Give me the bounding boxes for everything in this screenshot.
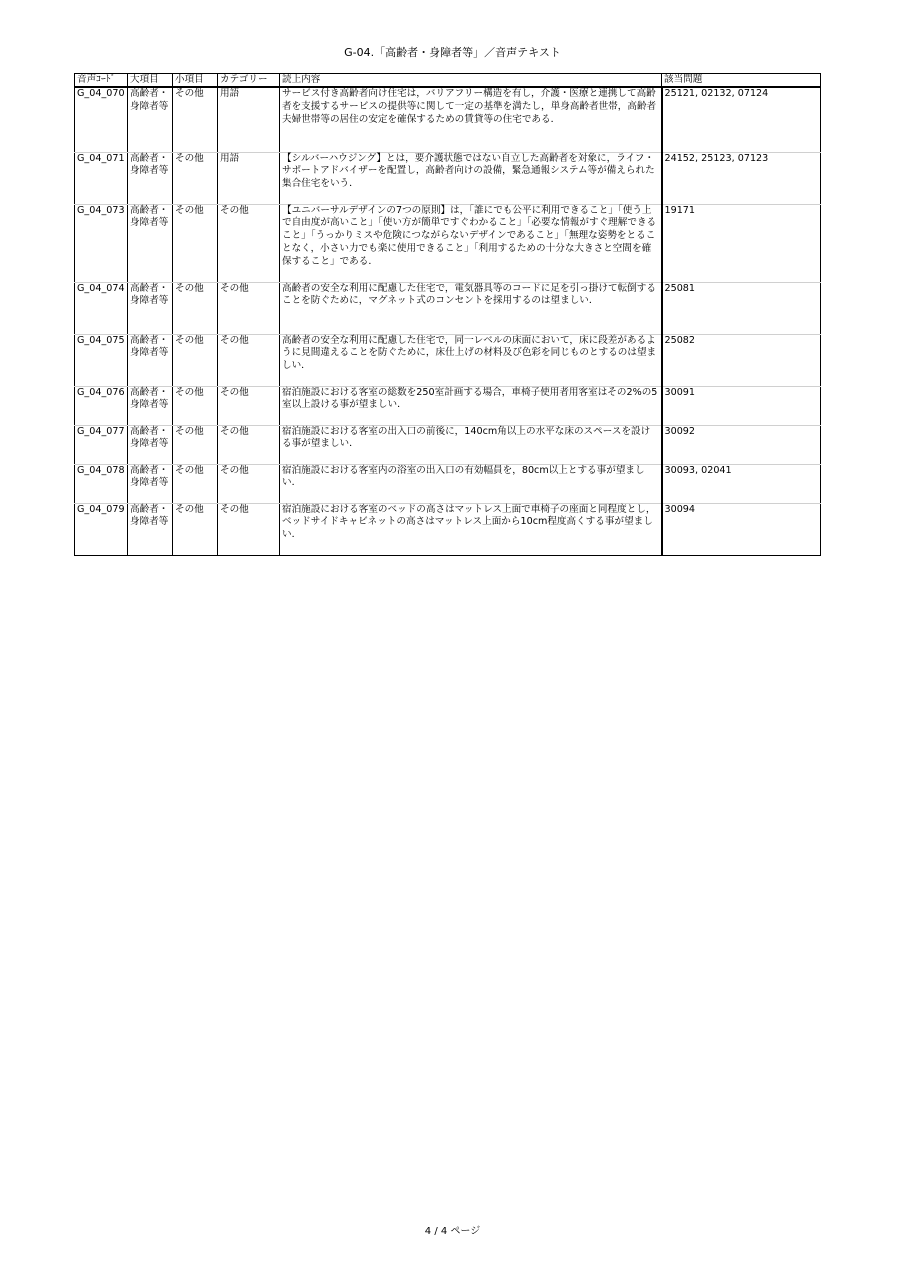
cell-reading-content: 宿泊施設における客室の出入口の前後に，140cm角以上の水平な床のスペースを設ける事が望ましい．: [280, 425, 662, 464]
cell-major-item: 高齢者・身障者等: [128, 87, 173, 152]
cell-category: 用語: [218, 152, 280, 204]
cell-category: その他: [218, 503, 280, 555]
cell-category: その他: [218, 386, 280, 425]
cell-voice-code: G_04_079: [75, 503, 128, 555]
table-row: [75, 464, 821, 503]
cell-reading-content: サービス付き高齢者向け住宅は，バリアフリー構造を有し，介護・医療と連携して高齢者を支援するサービスの提供等に関して一定の基準を満たし，単身高齢者世帯，高齢者夫婦世帯等の居住の安定を確保するための賃貸等の住宅である．: [280, 87, 662, 152]
voice-text-table: [74, 73, 821, 556]
cell-minor-item: その他: [173, 204, 218, 282]
cell-major-item: 高齢者・身障者等: [128, 204, 173, 282]
cell-major-item: 高齢者・身障者等: [128, 425, 173, 464]
cell-minor-item: その他: [173, 334, 218, 386]
cell-reading-content: 【ユニバーサルデザインの7つの原則】は，「誰にでも公平に利用できること」「使う上で自由度が高いこと」「使い方が簡単ですぐわかること」「必要な情報がすぐ理解できること」「うっかりミスや危険につながらないデザインであること」「無理な姿勢をとることなく，小さい力でも楽に使用できること」「利用するための十分な大きさと空間を確保すること」である．: [280, 204, 662, 282]
cell-related-questions: 19171: [662, 204, 821, 282]
cell-voice-code: G_04_071: [75, 152, 128, 204]
cell-related-questions: 25121, 02132, 07124: [662, 87, 821, 152]
table-row: [75, 204, 821, 282]
cell-related-questions: 30094: [662, 503, 821, 555]
cell-category: その他: [218, 425, 280, 464]
cell-major-item: 高齢者・身障者等: [128, 282, 173, 334]
cell-reading-content: 高齢者の安全な利用に配慮した住宅で，電気器具等のコードに足を引っ掛けて転倒することを防ぐために，マグネット式のコンセントを採用するのは望ましい．: [280, 282, 662, 334]
cell-major-item: 高齢者・身障者等: [128, 464, 173, 503]
cell-minor-item: その他: [173, 503, 218, 555]
cell-voice-code: G_04_077: [75, 425, 128, 464]
cell-related-questions: 24152, 25123, 07123: [662, 152, 821, 204]
cell-minor-item: その他: [173, 282, 218, 334]
cell-voice-code: G_04_075: [75, 334, 128, 386]
cell-reading-content: 宿泊施設における客室の総数を250室計画する場合，車椅子使用者用客室はその2%の5室以上設ける事が望ましい．: [280, 386, 662, 425]
page-number: 4 / 4 ページ: [424, 1226, 481, 1237]
cell-reading-content: 宿泊施設における客室のベッドの高さはマットレス上面で車椅子の座面と同程度とし，ベッドサイドキャビネットの高さはマットレス上面から10cm程度高くする事が望ましい．: [280, 503, 662, 555]
cell-voice-code: G_04_078: [75, 464, 128, 503]
cell-category: その他: [218, 464, 280, 503]
cell-reading-content: 高齢者の安全な利用に配慮した住宅で，同一レベルの床面において，床に段差があるように見間違えることを防ぐために，床仕上げの材料及び色彩を同じものとするのは望ましい．: [280, 334, 662, 386]
cell-category: その他: [218, 204, 280, 282]
table-row: [75, 425, 821, 464]
table-row: [75, 87, 821, 152]
table-header-row: [75, 74, 821, 88]
cell-minor-item: その他: [173, 464, 218, 503]
header-minor-item: 小項目: [173, 74, 218, 88]
header-reading-content: 読上内容: [280, 74, 662, 88]
page-title: G-04.「高齢者・身障者等」／音声テキスト: [344, 46, 561, 59]
table-row: [75, 152, 821, 204]
cell-related-questions: 25081: [662, 282, 821, 334]
cell-category: 用語: [218, 87, 280, 152]
header-major-item: 大項目: [128, 74, 173, 88]
cell-major-item: 高齢者・身障者等: [128, 152, 173, 204]
header-category: カテゴリー: [218, 74, 280, 88]
cell-minor-item: その他: [173, 425, 218, 464]
cell-minor-item: その他: [173, 386, 218, 425]
table-row: [75, 334, 821, 386]
cell-category: その他: [218, 334, 280, 386]
cell-voice-code: G_04_076: [75, 386, 128, 425]
cell-category: その他: [218, 282, 280, 334]
cell-related-questions: 30093, 02041: [662, 464, 821, 503]
cell-major-item: 高齢者・身障者等: [128, 503, 173, 555]
cell-related-questions: 25082: [662, 334, 821, 386]
table-row: [75, 282, 821, 334]
table-row: [75, 503, 821, 555]
cell-minor-item: その他: [173, 152, 218, 204]
header-voice-code: 音声ｺｰﾄﾞ: [75, 74, 128, 88]
cell-voice-code: G_04_070: [75, 87, 128, 152]
cell-voice-code: G_04_074: [75, 282, 128, 334]
cell-reading-content: 宿泊施設における客室内の浴室の出入口の有効幅員を，80cm以上とする事が望ましい．: [280, 464, 662, 503]
cell-related-questions: 30091: [662, 386, 821, 425]
cell-related-questions: 30092: [662, 425, 821, 464]
header-related-questions: 該当問題: [662, 74, 821, 88]
cell-reading-content: 【シルバーハウジング】とは，要介護状態ではない自立した高齢者を対象に，ライフ・サポートアドバイザーを配置し，高齢者向けの設備，緊急通報システム等が備えられた集合住宅をいう．: [280, 152, 662, 204]
table-row: [75, 386, 821, 425]
cell-major-item: 高齢者・身障者等: [128, 386, 173, 425]
cell-minor-item: その他: [173, 87, 218, 152]
cell-major-item: 高齢者・身障者等: [128, 334, 173, 386]
cell-voice-code: G_04_073: [75, 204, 128, 282]
